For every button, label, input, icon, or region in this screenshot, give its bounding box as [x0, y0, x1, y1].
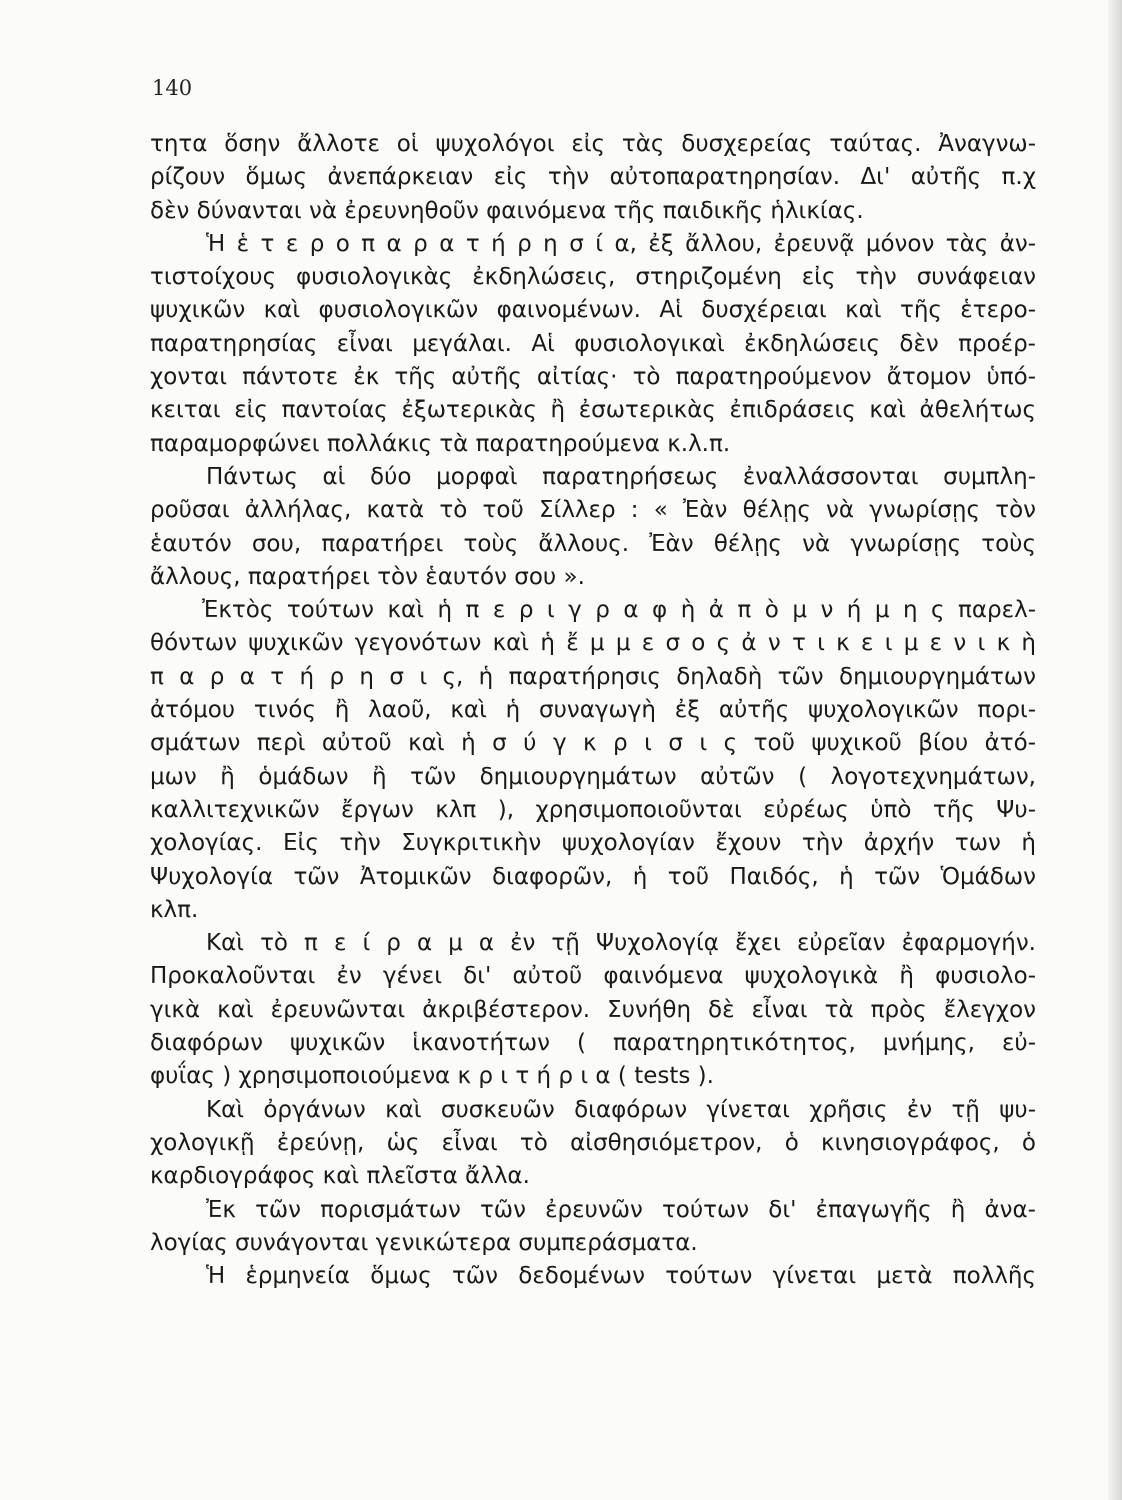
text-line: φυΐας ) χρησιμοποιούμενα κ ρ ι τ ή ρ ι α ( tests ).: [150, 1063, 714, 1090]
text-line: ἀτόμου τινός ἢ λαοῦ, καὶ ἡ συναγωγὴ ἐξ αὐτῆς ψυχολογικῶν πορι-: [150, 697, 1036, 724]
text-line: χονται πάντοτε ἐκ τῆς αὐτῆς αἰτίας· τὸ παρατηρούμενον ἄτομον ὑπό-: [150, 364, 1036, 391]
text-line: ἄλλους, παρατήρει τὸν ἑαυτόν σου ».: [150, 563, 585, 590]
text-line: Ἡ ἑ τ ε ρ ο π α ρ α τ ή ρ η σ ί α, ἐξ ἄλλου, ἐρευνᾷ μόνον τὰς ἀν-: [206, 230, 1036, 257]
text-line: κλπ.: [150, 896, 199, 923]
text-line: Ἐκτὸς τούτων καὶ ἡ π ε ρ ι γ ρ α φ ὴ ἀ π ὸ μ ν ή μ η ς παρελ-: [202, 597, 1036, 624]
text-line: χολογίας. Εἰς τὴν Συγκριτικὴν ψυχολογίαν ἔχουν τὴν ἀρχήν των ἡ: [150, 830, 1036, 857]
text-line: Προκαλοῦνται ἐν γένει δι' αὐτοῦ φαινόμενα ψυχολογικὰ ἢ φυσιολο-: [150, 963, 1036, 990]
text-line: σμάτων περὶ αὐτοῦ καὶ ἡ σ ύ γ κ ρ ι σ ι ς τοῦ ψυχικοῦ βίου ἀτό-: [150, 730, 1036, 757]
text-line: μων ἢ ὁμάδων ἢ τῶν δημιουργημάτων αὐτῶν ( λογοτεχνημάτων,: [150, 763, 1036, 790]
text-line: ψυχικῶν καὶ φυσιολογικῶν φαινομένων. Αἱ δυσχέρειαι καὶ τῆς ἑτερο-: [150, 297, 1036, 324]
text-line: π α ρ α τ ή ρ η σ ι ς, ἡ παρατήρησις δηλαδὴ τῶν δημιουργημάτων: [150, 663, 1036, 690]
text-line: καρδιογράφος καὶ πλεῖστα ἄλλα.: [150, 1163, 530, 1190]
page-edge-shadow: [1108, 0, 1122, 1500]
text-line: Πάντως αἱ δύο μορφαὶ παρατηρήσεως ἐναλλάσσονται συμπλη-: [206, 463, 1036, 490]
text-line: λογίας συνάγονται γενικώτερα συμπεράσματα.: [150, 1229, 698, 1256]
text-line: τιστοίχους φυσιολογικὰς ἐκδηλώσεις, στηριζομένη εἰς τὴν συνάφειαν: [150, 264, 1036, 291]
page-number: 140: [152, 76, 193, 100]
text-line: κειται εἰς παντοίας ἐξωτερικὰς ἢ ἐσωτερικὰς ἐπιδράσεις καὶ ἀθελήτως: [150, 397, 1036, 424]
text-line: Ἡ ἑρμηνεία ὅμως τῶν δεδομένων τούτων γίνεται μετὰ πολλῆς: [206, 1263, 1036, 1290]
text-line: γικὰ καὶ ἐρευνῶνται ἀκριβέστερον. Συνήθη δὲ εἶναι τὰ πρὸς ἔλεγχον: [150, 996, 1036, 1023]
text-line: ἑαυτόν σου, παρατήρει τοὺς ἄλλους. Ἐὰν θέλῃς νὰ γνωρίσῃς τοὺς: [150, 530, 1036, 557]
text-line: Καὶ ὀργάνων καὶ συσκευῶν διαφόρων γίνεται χρῆσις ἐν τῇ ψυ-: [206, 1096, 1036, 1123]
text-line: Καὶ τὸ π ε ί ρ α μ α ἐν τῇ Ψυχολογίᾳ ἔχει εὐρεῖαν ἐφαρμογήν.: [206, 930, 1036, 957]
text-line: ροῦσαι ἀλλήλας, κατὰ τὸ τοῦ Σίλλερ : « Ἐὰν θέλῃς νὰ γνωρίσῃς τὸν: [150, 497, 1036, 524]
text-line: παρατηρησίας εἶναι μεγάλαι. Αἱ φυσιολογικαὶ ἐκδηλώσεις δὲν προέρ-: [150, 330, 1036, 357]
text-line: τητα ὅσην ἄλλοτε οἱ ψυχολόγοι εἰς τὰς δυσχερείας ταύτας. Ἀναγνω-: [150, 131, 1036, 157]
text-line: χολογικῇ ἐρεύνῃ, ὡς εἶναι τὸ αἰσθησιόμετρον, ὁ κινησιογράφος, ὁ: [150, 1129, 1036, 1156]
body-text: [150, 128, 1036, 1293]
text-line: διαφόρων ψυχικῶν ἱκανοτήτων ( παρατηρητικότητος, μνήμης, εὐ-: [150, 1030, 1036, 1057]
text-line: ρίζουν ὅμως ἀνεπάρκειαν εἰς τὴν αὐτοπαρατηρησίαν. Δι' αὐτῆς π.χ: [150, 164, 1036, 191]
text-line: καλλιτεχνικῶν ἔργων κλπ ), χρησιμοποιοῦνται εὐρέως ὑπὸ τῆς Ψυ-: [150, 796, 1036, 823]
text-line: θόντων ψυχικῶν γεγονότων καὶ ἡ ἔ μ μ ε σ ο ς ἀ ν τ ι κ ε ι μ ε ν ι κ ὴ: [150, 630, 1036, 657]
text-line: παραμορφώνει πολλάκις τὰ παρατηρούμενα κ.λ.π.: [150, 430, 731, 457]
text-line: Ψυχολογία τῶν Ἀτομικῶν διαφορῶν, ἡ τοῦ Παιδός, ἡ τῶν Ὁμάδων: [150, 863, 1036, 890]
text-line: δὲν δύνανται νὰ ἐρευνηθοῦν φαινόμενα τῆς παιδικῆς ἡλικίας.: [150, 197, 864, 224]
text-line: Ἐκ τῶν πορισμάτων τῶν ἐρευνῶν τούτων δι' ἐπαγωγῆς ἢ ἀνα-: [206, 1196, 1036, 1223]
